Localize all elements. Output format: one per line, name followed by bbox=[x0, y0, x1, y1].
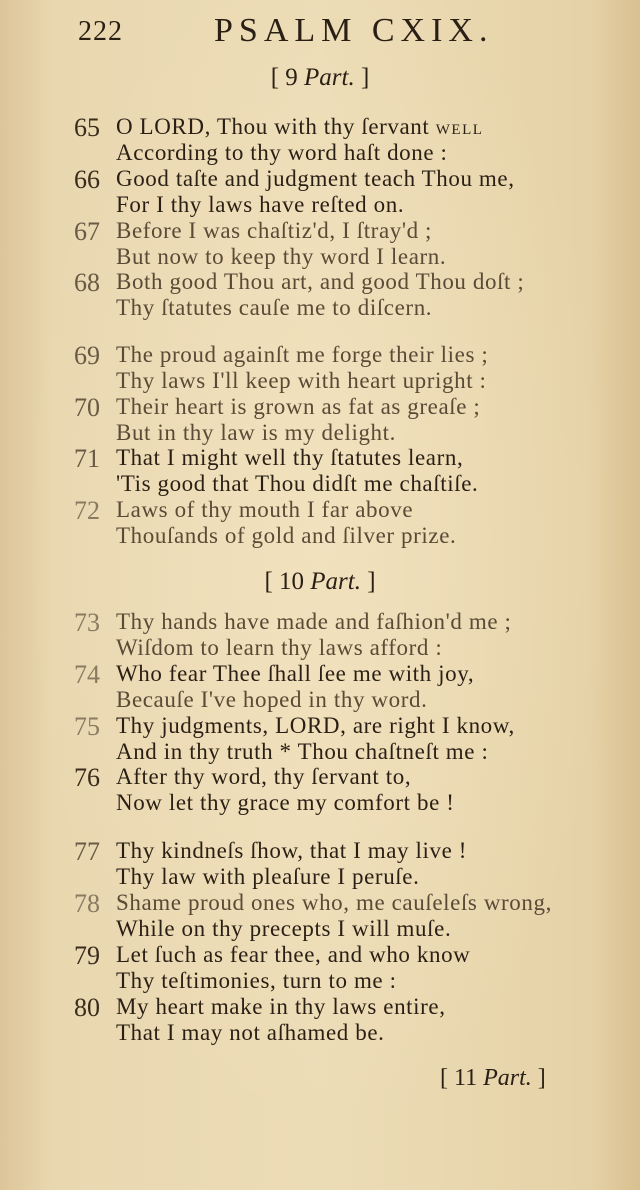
verse-line: Let ſuch as fear thee, and who know bbox=[116, 942, 471, 967]
verse-line: Thy law with pleaſure I peruſe. bbox=[116, 864, 420, 889]
verse-line: Now let thy grace my comfort be ! bbox=[116, 790, 455, 815]
running-title: PSALM CXIX. bbox=[214, 12, 494, 49]
verse-line: Thy judgments, LORD, are right I know, bbox=[116, 713, 515, 738]
section-heading-open: [ 9 bbox=[270, 64, 305, 91]
page-header bbox=[0, 12, 640, 52]
catchword-open: [ 11 bbox=[440, 1065, 484, 1091]
verse-line: Shame proud ones who, me cauſeleſs wrong, bbox=[116, 890, 552, 915]
verse-number: 71 bbox=[74, 444, 100, 473]
verse-line: Thouſands of gold and ſilver prize. bbox=[116, 523, 457, 548]
verse-line: Becauſe I've hoped in thy word. bbox=[116, 687, 428, 712]
verse-line: For I thy laws have reſted on. bbox=[116, 192, 405, 217]
verse-line: According to thy word haſt done : bbox=[116, 140, 448, 165]
verse-number: 78 bbox=[74, 889, 100, 918]
verse-line: Thy teſtimonies, turn to me : bbox=[116, 968, 397, 993]
verse-line: Thy kindneſs ſhow, that I may live ! bbox=[116, 838, 467, 863]
verse-line: Thy ſtatutes cauſe me to diſcern. bbox=[116, 295, 433, 320]
verse-number: 73 bbox=[74, 608, 100, 637]
verse-number: 80 bbox=[74, 993, 100, 1022]
verse-line: Thy laws I'll keep with heart upright : bbox=[116, 368, 487, 393]
catchword-label: Part. bbox=[483, 1065, 532, 1091]
section-heading-9 bbox=[0, 64, 640, 92]
verse-line: Both good Thou art, and good Thou doſt ; bbox=[116, 269, 525, 294]
section-heading-close: ] bbox=[354, 64, 370, 91]
verse-line bbox=[116, 114, 483, 143]
verse-line: That I might well thy ſtatutes learn, bbox=[116, 445, 464, 470]
catchword bbox=[440, 1065, 546, 1092]
verse-number: 66 bbox=[74, 165, 100, 194]
verse-number: 68 bbox=[74, 268, 100, 297]
verse-line: Wiſdom to learn thy laws afford : bbox=[116, 635, 443, 660]
verse-number: 75 bbox=[74, 712, 100, 741]
verse-number: 74 bbox=[74, 660, 100, 689]
verse-line: Before I was chaſtiz'd, I ſtray'd ; bbox=[116, 218, 433, 243]
verse-line: Thy hands have made and faſhion'd me ; bbox=[116, 609, 512, 634]
verse-line: But now to keep thy word I learn. bbox=[116, 244, 447, 269]
verse-number: 69 bbox=[74, 341, 100, 370]
verse-line: 'Tis good that Thou didſt me chaſtiſe. bbox=[116, 471, 479, 496]
verse-line: Who fear Thee ſhall ſee me with joy, bbox=[116, 661, 475, 686]
verse-line: Good taſte and judgment teach Thou me, bbox=[116, 166, 515, 191]
verse-number: 67 bbox=[74, 217, 100, 246]
verse-number: 79 bbox=[74, 941, 100, 970]
section-heading-label: Part. bbox=[310, 568, 361, 595]
verse-line: Laws of thy mouth I far above bbox=[116, 497, 414, 522]
section-heading-close: ] bbox=[360, 568, 376, 595]
verse-number: 77 bbox=[74, 837, 100, 866]
verse-line: Their heart is grown as fat as greaſe ; bbox=[116, 394, 481, 419]
verse-line: While on thy precepts I will muſe. bbox=[116, 916, 452, 941]
section-heading-label: Part. bbox=[304, 64, 355, 91]
verse-line: That I may not aſhamed be. bbox=[116, 1020, 385, 1045]
verse-line: My heart make in thy laws entire, bbox=[116, 994, 446, 1019]
verse-line: And in thy truth * Thou chaſtneſt me : bbox=[116, 739, 489, 764]
verse-line: After thy word, thy ſervant to, bbox=[116, 764, 412, 789]
verse-number: 76 bbox=[74, 763, 100, 792]
verse-number: 70 bbox=[74, 393, 100, 422]
verse-number: 65 bbox=[74, 113, 100, 142]
section-heading-10 bbox=[0, 568, 640, 596]
verse-smallcaps: WELL bbox=[435, 122, 484, 138]
catchword-close: ] bbox=[531, 1065, 546, 1091]
verse-line: But in thy law is my delight. bbox=[116, 420, 396, 445]
page-number: 222 bbox=[78, 16, 123, 47]
verse-line-text: O LORD, Thou with thy ſervant bbox=[116, 114, 436, 139]
section-heading-open: [ 10 bbox=[264, 568, 311, 595]
verse-number: 72 bbox=[74, 496, 100, 525]
verse-line: The proud againſt me forge their lies ; bbox=[116, 342, 489, 367]
